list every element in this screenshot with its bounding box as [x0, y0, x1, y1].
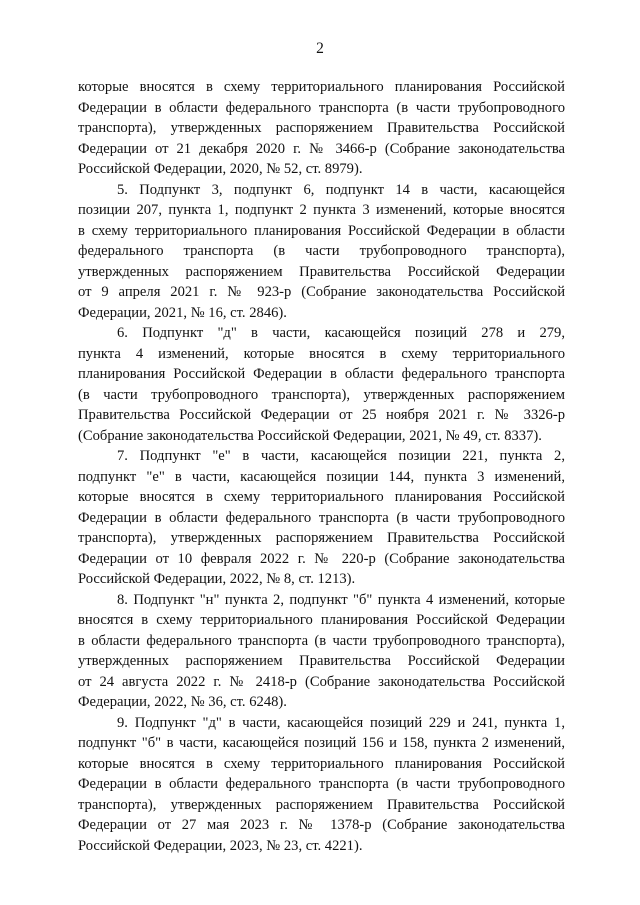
text-line: которые вносятся в схему территориального планирования Российской	[78, 755, 565, 772]
text-line: пункта 4 изменений, которые вносятся в схему территориального	[78, 345, 565, 362]
text-line: Федерации от 27 мая 2023 г. № 1378-р (Собрание законодательства	[78, 817, 565, 833]
page-number: 2	[316, 40, 324, 57]
text-line: подпункт "б" в части, касающейся позиций 156 и 158, пункта 2 изменений,	[78, 735, 565, 751]
text-line: от 24 августа 2022 г. № 2418-р (Собрание законодательства Российской	[78, 673, 565, 690]
text-line: федерального транспорта (в части трубопроводного транспорта),	[78, 243, 565, 259]
text-line: транспорта), утвержденных распоряжением Правительства Российской	[78, 530, 565, 546]
paragraph-first-line: 9. Подпункт "д" в части, касающейся позиций 229 и 241, пункта 1,	[117, 714, 565, 731]
text-line: Федерации от 10 февраля 2022 г. № 220-р (Собрание законодательства	[78, 550, 565, 567]
text-line: (Собрание законодательства Российской Федерации, 2021, № 49, ст. 8337).	[78, 427, 542, 444]
paragraph-first-line: 5. Подпункт 3, подпункт 6, подпункт 14 в части, касающейся	[117, 181, 565, 198]
text-line: Российской Федерации, 2022, № 8, ст. 1213).	[78, 571, 356, 587]
text-line: в схему территориального планирования Российской Федерации в области	[78, 222, 565, 239]
text-line: вносятся в схему территориального планирования Российской Федерации	[78, 612, 565, 628]
text-line: которые вносятся в схему территориального планирования Российской	[78, 79, 565, 95]
document-body	[78, 77, 565, 856]
text-line: (в части трубопроводного транспорта), утвержденных распоряжением	[78, 386, 565, 403]
text-line: планирования Российской Федерации в области федерального транспорта	[78, 366, 565, 382]
paragraph-first-line: 8. Подпункт "н" пункта 2, подпункт "б" пункта 4 изменений, которые	[117, 591, 565, 608]
text-line: утвержденных распоряжением Правительства Российской Федерации	[78, 653, 565, 669]
text-line: Федерации, 2021, № 16, ст. 2846).	[78, 304, 287, 321]
text-line: Федерации в области федерального транспорта (в части трубопроводного	[78, 776, 565, 792]
paragraph-first-line: 7. Подпункт "е" в части, касающейся позиции 221, пункта 2,	[117, 448, 565, 464]
text-line: утвержденных распоряжением Правительства Российской Федерации	[78, 263, 565, 280]
text-line: транспорта), утвержденных распоряжением Правительства Российской	[78, 120, 565, 136]
text-line: Российской Федерации, 2020, № 52, ст. 8979).	[78, 161, 363, 177]
text-line: Федерации в области федерального транспорта (в части трубопроводного	[78, 99, 565, 116]
text-line: которые вносятся в схему территориального планирования Российской	[78, 489, 565, 505]
text-line: Федерации, 2022, № 36, ст. 6248).	[78, 694, 287, 710]
text-line: от 9 апреля 2021 г. № 923-р (Собрание законодательства Российской	[78, 284, 565, 300]
text-line: Российской Федерации, 2023, № 23, ст. 4221).	[78, 837, 363, 854]
text-line: Федерации в области федерального транспорта (в части трубопроводного	[78, 509, 565, 526]
text-line: транспорта), утвержденных распоряжением Правительства Российской	[78, 796, 565, 813]
text-line: Федерации от 21 декабря 2020 г. № 3466-р (Собрание законодательства	[78, 140, 565, 157]
text-line: подпункт "е" в части, касающейся позиции 144, пункта 3 изменений,	[78, 468, 565, 485]
paragraph-first-line: 6. Подпункт "д" в части, касающейся позиций 278 и 279,	[117, 325, 565, 341]
text-line: в области федерального транспорта (в части трубопроводного транспорта),	[78, 632, 565, 649]
text-line: позиции 207, пункта 1, подпункт 2 пункта 3 изменений, которые вносятся	[78, 202, 565, 218]
text-line: Правительства Российской Федерации от 25 ноября 2021 г. № 3326-р	[78, 407, 565, 423]
